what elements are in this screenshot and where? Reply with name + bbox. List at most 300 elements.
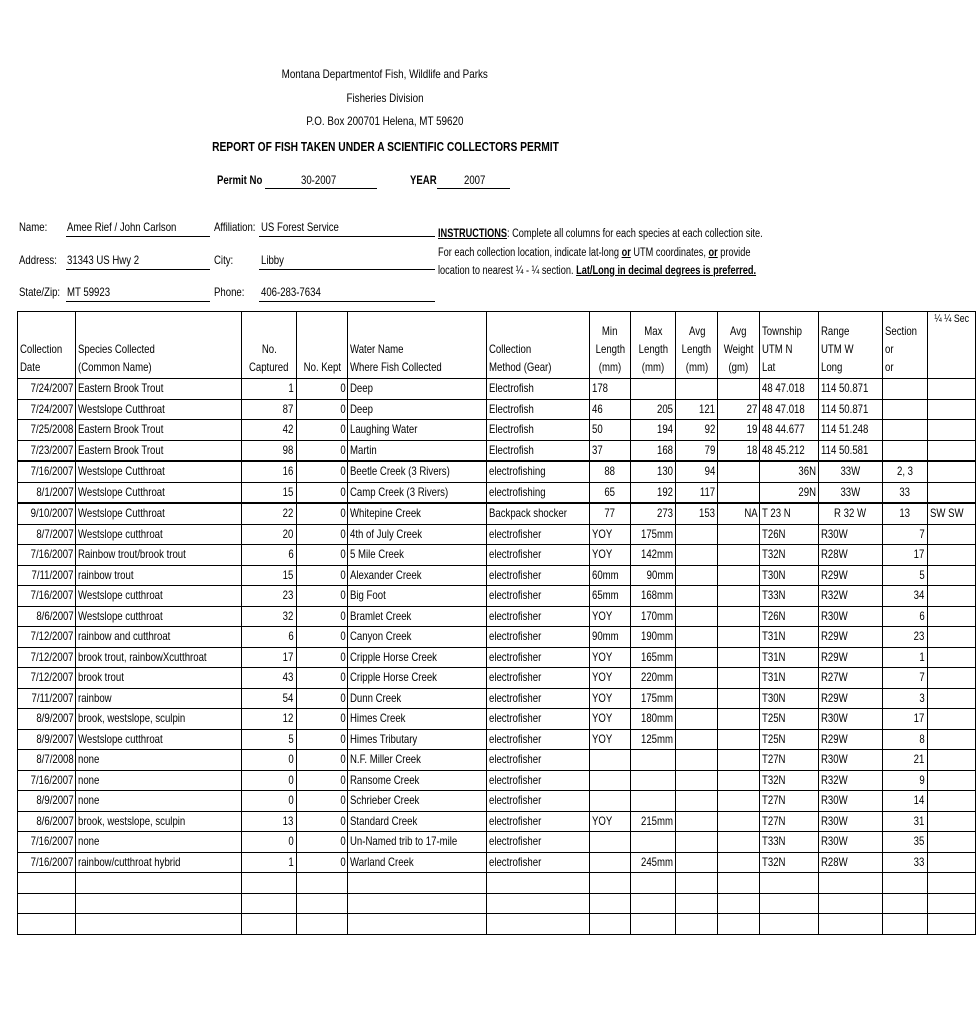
table-cell (718, 545, 760, 566)
phone-underline (259, 301, 435, 302)
table-cell: Un-Named trib to 17-mile (348, 832, 487, 853)
table-cell (589, 791, 631, 812)
permit-underline (265, 188, 377, 189)
table-cell: 168 (631, 440, 676, 461)
table-cell: Beetle Creek (3 Rivers) (348, 461, 487, 482)
table-cell: 0 (296, 750, 348, 771)
table-cell: 1 (242, 379, 296, 400)
table-cell: YOY (589, 688, 631, 709)
table-cell (927, 852, 975, 873)
table-cell: T27N (760, 750, 818, 771)
table-cell: 114 50.871 (818, 399, 882, 420)
table-cell (818, 873, 882, 894)
table-cell: 17 (242, 647, 296, 668)
table-cell: 6 (882, 606, 927, 627)
table-cell: T31N (760, 668, 818, 689)
table-cell: Electrofish (487, 440, 589, 461)
table-cell: 8/7/2007 (18, 524, 76, 545)
table-cell: 14 (882, 791, 927, 812)
table-cell: electrofishing (487, 461, 589, 482)
table-cell (882, 420, 927, 441)
table-cell: Westslope Cutthroat (76, 399, 242, 420)
table-cell: 33W (818, 461, 882, 482)
table-cell: 245mm (631, 852, 676, 873)
table-row (18, 770, 976, 791)
table-cell (818, 893, 882, 914)
table-cell: 205 (631, 399, 676, 420)
table-cell: 0 (296, 461, 348, 482)
table-cell: 16 (242, 461, 296, 482)
table-cell (242, 893, 296, 914)
table-cell: 15 (242, 482, 296, 503)
table-cell: T33N (760, 832, 818, 853)
table-cell: 8/9/2007 (18, 709, 76, 730)
table-cell: 168mm (631, 586, 676, 607)
table-cell: 7/16/2007 (18, 770, 76, 791)
table-cell: R30W (818, 709, 882, 730)
table-cell (718, 379, 760, 400)
table-cell: 0 (296, 852, 348, 873)
table-cell: electrofisher (487, 586, 589, 607)
table-cell: 0 (296, 791, 348, 812)
table-cell: 65mm (589, 586, 631, 607)
table-cell (718, 750, 760, 771)
table-cell: 9 (882, 770, 927, 791)
table-cell: 35 (882, 832, 927, 853)
table-cell (927, 873, 975, 894)
table-cell: 192 (631, 482, 676, 503)
table-cell: 46 (589, 399, 631, 420)
table-cell (718, 586, 760, 607)
table-cell: 18 (718, 440, 760, 461)
city-label: City: (214, 253, 234, 267)
table-cell: R29W (818, 688, 882, 709)
table-cell (76, 873, 242, 894)
table-cell: 87 (242, 399, 296, 420)
table-cell: electrofishing (487, 482, 589, 503)
table-cell: electrofisher (487, 627, 589, 648)
table-cell: R30W (818, 750, 882, 771)
table-cell (589, 770, 631, 791)
table-cell: 15 (242, 565, 296, 586)
table-cell (348, 873, 487, 894)
table-cell: 48 47.018 (760, 379, 818, 400)
table-cell: Backpack shocker (487, 503, 589, 524)
table-cell (927, 565, 975, 586)
column-header-township: Township UTM N Lat (760, 312, 818, 379)
table-cell: Electrofish (487, 379, 589, 400)
table-cell: rainbow (76, 688, 242, 709)
table-cell: 1 (882, 647, 927, 668)
table-cell (927, 586, 975, 607)
agency-name: Montana Departmentof Fish, Wildlife and Parks (281, 67, 489, 81)
table-cell: R32W (818, 770, 882, 791)
fish-report-table (17, 311, 976, 935)
table-cell: 20 (242, 524, 296, 545)
table-cell: 1 (242, 852, 296, 873)
table-cell (927, 627, 975, 648)
permit-label: Permit No (217, 173, 263, 187)
table-cell: Rainbow trout/brook trout (76, 545, 242, 566)
table-cell (760, 893, 818, 914)
table-row (18, 791, 976, 812)
table-cell: Deep (348, 399, 487, 420)
column-header-section: Section or or (882, 312, 927, 379)
table-cell: 7/12/2007 (18, 668, 76, 689)
table-cell: T32N (760, 852, 818, 873)
table-cell (676, 750, 718, 771)
affiliation-value: US Forest Service (261, 220, 339, 234)
table-cell: 0 (296, 420, 348, 441)
table-cell: 13 (242, 811, 296, 832)
table-cell: 0 (296, 586, 348, 607)
table-cell: 130 (631, 461, 676, 482)
table-cell: Camp Creek (3 Rivers) (348, 482, 487, 503)
address-underline (66, 269, 210, 270)
name-underline (66, 236, 210, 237)
table-cell: 5 Mile Creek (348, 545, 487, 566)
table-cell: T32N (760, 545, 818, 566)
table-cell (676, 811, 718, 832)
table-cell: 98 (242, 440, 296, 461)
instructions: INSTRUCTIONS: Complete all columns for each species at each collection site. For each collection location, indicate lat-long or UTM coordinates, or provide location to nearest ¼ - ¼ section. Lat/Long in decimal degrees is preferred. (438, 228, 763, 277)
table-cell (718, 606, 760, 627)
table-cell: T26N (760, 524, 818, 545)
table-cell (718, 791, 760, 812)
phone-label: Phone: (214, 285, 245, 299)
table-cell: 0 (242, 791, 296, 812)
table-cell: R30W (818, 791, 882, 812)
table-cell (631, 791, 676, 812)
table-row (18, 606, 976, 627)
table-row (18, 503, 976, 524)
table-row (18, 750, 976, 771)
table-cell: Eastern Brook Trout (76, 440, 242, 461)
table-cell (760, 873, 818, 894)
table-cell: 22 (242, 503, 296, 524)
table-cell: electrofisher (487, 647, 589, 668)
table-cell: 215mm (631, 811, 676, 832)
table-cell: 7/12/2007 (18, 627, 76, 648)
table-cell: R30W (818, 811, 882, 832)
table-cell: YOY (589, 811, 631, 832)
table-cell: 194 (631, 420, 676, 441)
table-cell (676, 832, 718, 853)
table-cell: 7/16/2007 (18, 545, 76, 566)
table-cell: 117 (676, 482, 718, 503)
table-cell: 5 (882, 565, 927, 586)
table-cell: Bramlet Creek (348, 606, 487, 627)
table-cell: 114 51.248 (818, 420, 882, 441)
table-cell: electrofisher (487, 668, 589, 689)
statezip-label: State/Zip: (19, 285, 61, 299)
column-header-maxlen: Max Length (mm) (631, 312, 676, 379)
empty-table-row (18, 914, 976, 935)
table-cell (676, 545, 718, 566)
statezip-value: MT 59923 (67, 285, 111, 299)
table-cell: R29W (818, 647, 882, 668)
table-row (18, 440, 976, 461)
table-cell: Westslope cutthroat (76, 606, 242, 627)
table-cell (927, 606, 975, 627)
table-cell: 114 50.871 (818, 379, 882, 400)
table-cell: R29W (818, 565, 882, 586)
table-cell: 79 (676, 440, 718, 461)
table-cell: 77 (589, 503, 631, 524)
table-cell (242, 873, 296, 894)
table-cell (927, 399, 975, 420)
table-row (18, 688, 976, 709)
table-cell (927, 440, 975, 461)
table-cell: electrofisher (487, 791, 589, 812)
table-cell: 0 (296, 688, 348, 709)
table-cell (631, 770, 676, 791)
table-cell (927, 379, 975, 400)
table-row (18, 709, 976, 730)
empty-table-row (18, 893, 976, 914)
name-label: Name: (19, 220, 48, 234)
table-cell (882, 893, 927, 914)
table-cell (18, 893, 76, 914)
table-cell: 0 (296, 627, 348, 648)
table-cell: 273 (631, 503, 676, 524)
table-cell: 125mm (631, 729, 676, 750)
table-cell: rainbow and cutthroat (76, 627, 242, 648)
column-header-avglen: Avg Length (mm) (676, 312, 718, 379)
table-cell: Warland Creek (348, 852, 487, 873)
table-cell (676, 852, 718, 873)
table-cell: 0 (296, 729, 348, 750)
table-cell: 142mm (631, 545, 676, 566)
table-cell: 33W (818, 482, 882, 503)
table-cell (718, 709, 760, 730)
table-cell (676, 873, 718, 894)
table-cell: brook trout (76, 668, 242, 689)
table-cell: T33N (760, 586, 818, 607)
table-cell: 0 (296, 545, 348, 566)
table-cell: 48 44.677 (760, 420, 818, 441)
table-cell: Westslope Cutthroat (76, 503, 242, 524)
table-cell: Canyon Creek (348, 627, 487, 648)
table-cell: 7/12/2007 (18, 647, 76, 668)
table-cell: 0 (296, 647, 348, 668)
table-cell (927, 791, 975, 812)
table-cell (718, 688, 760, 709)
column-header-minlen: Min Length (mm) (589, 312, 631, 379)
table-cell (676, 791, 718, 812)
table-cell: Martin (348, 440, 487, 461)
table-row (18, 627, 976, 648)
table-cell (18, 873, 76, 894)
table-cell: electrofisher (487, 565, 589, 586)
table-cell: Electrofish (487, 420, 589, 441)
table-cell: 7/16/2007 (18, 852, 76, 873)
agency-address: P.O. Box 200701 Helena, MT 59620 (306, 114, 464, 128)
table-cell: T25N (760, 709, 818, 730)
table-cell: Deep (348, 379, 487, 400)
table-cell: none (76, 832, 242, 853)
table-cell: R29W (818, 627, 882, 648)
table-cell (718, 852, 760, 873)
table-cell (676, 586, 718, 607)
table-cell: 8/6/2007 (18, 606, 76, 627)
table-cell (631, 893, 676, 914)
table-cell: 8/9/2007 (18, 791, 76, 812)
table-cell (718, 668, 760, 689)
table-row (18, 729, 976, 750)
table-cell: 7/25/2008 (18, 420, 76, 441)
table-cell: T 23 N (760, 503, 818, 524)
table-cell: 8/1/2007 (18, 482, 76, 503)
table-cell (927, 688, 975, 709)
table-cell (927, 709, 975, 730)
table-cell (589, 852, 631, 873)
table-cell: 3 (882, 688, 927, 709)
table-cell: Westslope Cutthroat (76, 461, 242, 482)
table-cell (676, 729, 718, 750)
table-cell: 48 45.212 (760, 440, 818, 461)
table-cell: 0 (296, 709, 348, 730)
table-cell: 6 (242, 545, 296, 566)
table-cell (927, 750, 975, 771)
affiliation-label: Affiliation: (214, 220, 256, 234)
table-cell (927, 420, 975, 441)
statezip-underline (66, 301, 210, 302)
table-cell (882, 873, 927, 894)
table-cell: 0 (296, 524, 348, 545)
table-cell: Standard Creek (348, 811, 487, 832)
table-cell (927, 770, 975, 791)
table-cell: 7/16/2007 (18, 832, 76, 853)
table-cell: R30W (818, 832, 882, 853)
table-cell: Westslope cutthroat (76, 586, 242, 607)
table-cell: 8/6/2007 (18, 811, 76, 832)
address-value: 31343 US Hwy 2 (67, 253, 140, 267)
table-cell: electrofisher (487, 606, 589, 627)
report-title: REPORT OF FISH TAKEN UNDER A SCIENTIFIC COLLECTORS PERMIT (211, 140, 559, 154)
table-cell: 7/11/2007 (18, 565, 76, 586)
table-cell: NA (718, 503, 760, 524)
table-cell: 7/11/2007 (18, 688, 76, 709)
table-cell: 32 (242, 606, 296, 627)
table-cell: 8/9/2007 (18, 729, 76, 750)
empty-table-row (18, 873, 976, 894)
table-cell: YOY (589, 709, 631, 730)
table-cell: R28W (818, 545, 882, 566)
table-cell (818, 914, 882, 935)
table-cell: T31N (760, 647, 818, 668)
table-cell: 0 (296, 399, 348, 420)
table-cell: rainbow/cutthroat hybrid (76, 852, 242, 873)
table-cell: 180mm (631, 709, 676, 730)
table-cell (718, 893, 760, 914)
table-cell: Westslope Cutthroat (76, 482, 242, 503)
table-cell (718, 729, 760, 750)
table-cell (487, 914, 589, 935)
table-cell: none (76, 791, 242, 812)
table-cell (487, 893, 589, 914)
year-label: YEAR (410, 173, 437, 187)
city-value: Libby (261, 253, 284, 267)
table-cell (927, 729, 975, 750)
table-cell (676, 688, 718, 709)
table-cell: SW SW (927, 503, 975, 524)
table-cell (927, 832, 975, 853)
table-cell: 13 (882, 503, 927, 524)
table-cell (348, 893, 487, 914)
year-value: 2007 (464, 173, 486, 187)
table-cell: 114 50.581 (818, 440, 882, 461)
table-cell: 7/24/2007 (18, 379, 76, 400)
table-cell (718, 482, 760, 503)
table-cell: 175mm (631, 524, 676, 545)
table-cell: 92 (676, 420, 718, 441)
table-cell (676, 668, 718, 689)
table-cell: brook trout, rainbowXcutthroat (76, 647, 242, 668)
table-row (18, 832, 976, 853)
table-row (18, 852, 976, 873)
table-cell (76, 893, 242, 914)
table-cell: electrofisher (487, 729, 589, 750)
table-cell (718, 914, 760, 935)
table-cell: 8 (882, 729, 927, 750)
table-cell: R30W (818, 606, 882, 627)
table-cell: YOY (589, 545, 631, 566)
table-cell: electrofisher (487, 770, 589, 791)
table-cell (676, 606, 718, 627)
table-row (18, 524, 976, 545)
table-cell: 121 (676, 399, 718, 420)
table-row (18, 647, 976, 668)
table-cell: 19 (718, 420, 760, 441)
table-cell: 43 (242, 668, 296, 689)
table-cell: YOY (589, 668, 631, 689)
column-header-species: Species Collected (Common Name) (76, 312, 242, 379)
table-cell: 0 (242, 770, 296, 791)
table-cell: rainbow trout (76, 565, 242, 586)
table-cell: 8/7/2008 (18, 750, 76, 771)
table-cell (718, 461, 760, 482)
table-cell: electrofisher (487, 709, 589, 730)
table-cell: 7 (882, 668, 927, 689)
table-cell: Cripple Horse Creek (348, 668, 487, 689)
table-cell: 34 (882, 586, 927, 607)
phone-value: 406-283-7634 (261, 285, 321, 299)
table-cell: 33 (882, 852, 927, 873)
table-cell: Cripple Horse Creek (348, 647, 487, 668)
table-cell: electrofisher (487, 524, 589, 545)
table-cell: T25N (760, 729, 818, 750)
table-cell (589, 832, 631, 853)
table-cell: 17 (882, 709, 927, 730)
table-cell (631, 379, 676, 400)
table-cell: 0 (242, 832, 296, 853)
table-cell (882, 399, 927, 420)
table-cell (718, 627, 760, 648)
table-cell: 7/23/2007 (18, 440, 76, 461)
table-cell: electrofisher (487, 750, 589, 771)
table-cell: Westslope cutthroat (76, 729, 242, 750)
table-cell: T31N (760, 627, 818, 648)
table-cell: 94 (676, 461, 718, 482)
table-cell (676, 770, 718, 791)
table-cell (676, 914, 718, 935)
table-cell (760, 914, 818, 935)
table-row (18, 545, 976, 566)
table-cell: R30W (818, 524, 882, 545)
table-cell: 220mm (631, 668, 676, 689)
table-cell: R29W (818, 729, 882, 750)
